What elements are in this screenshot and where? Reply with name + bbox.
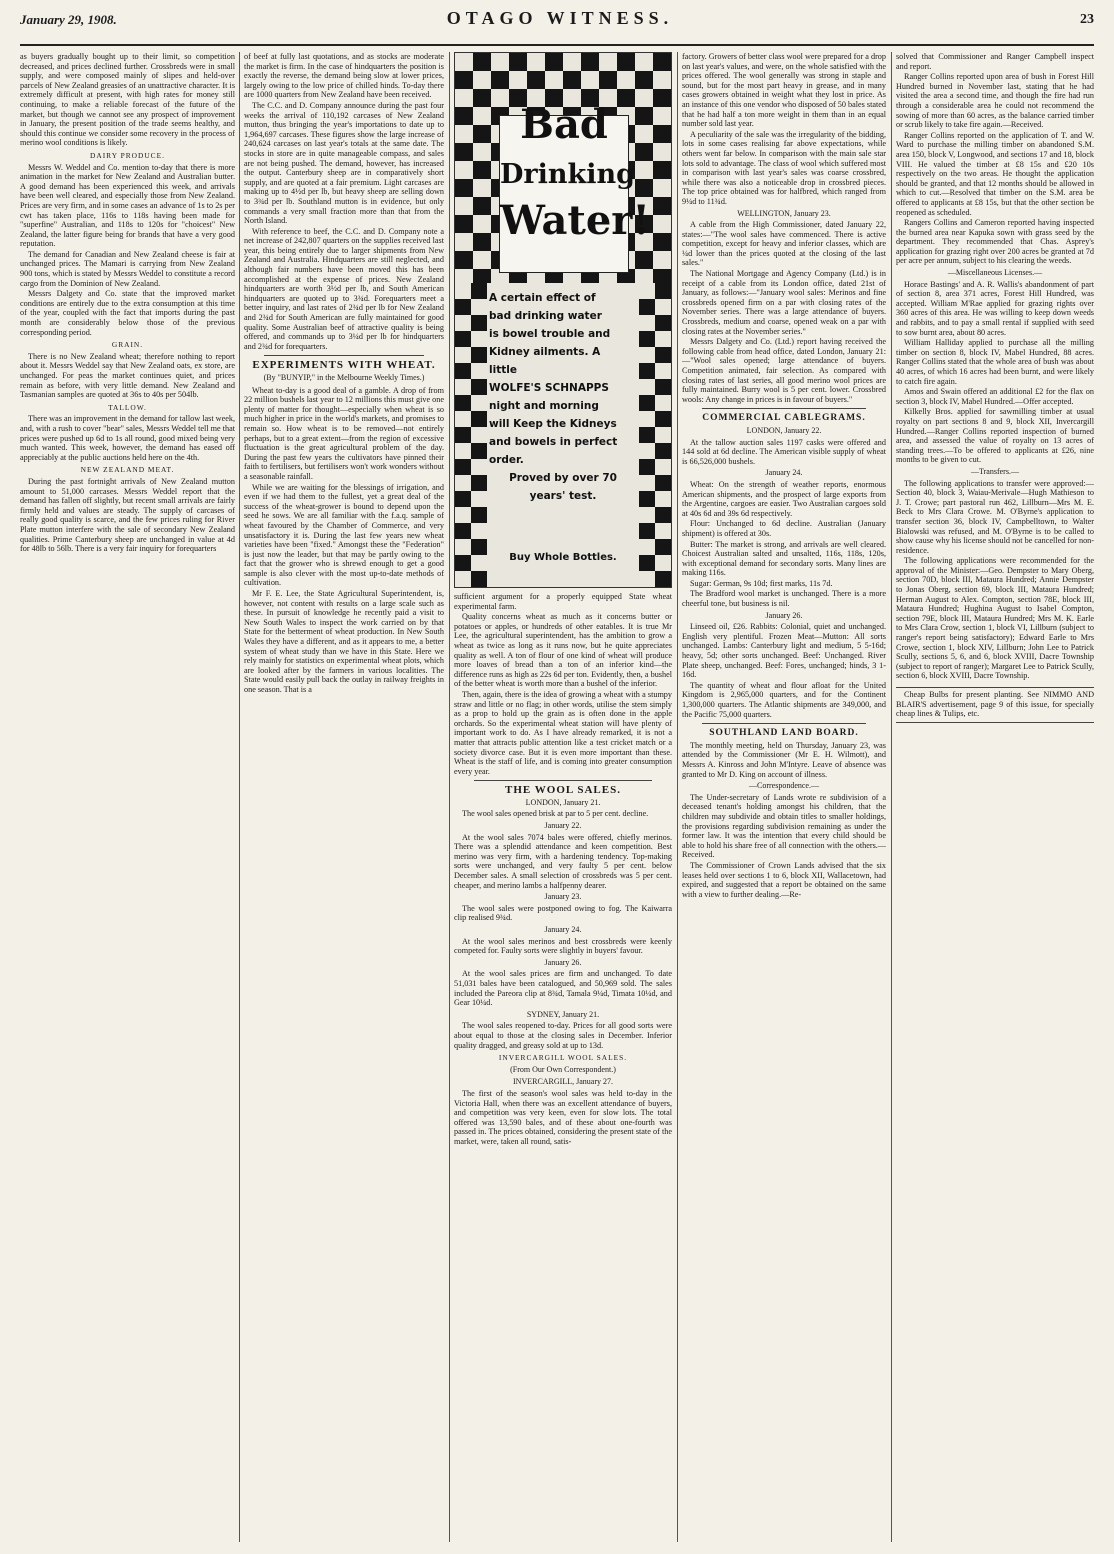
ad-title-line: Water! xyxy=(500,197,650,244)
paragraph: The first of the season's wool sales was held to-day in the Victoria Hall, when there was an excellent attendance of buyers, and competition was very keen, even for slow lots. The total offered was 13,590 bales, and of these about one-fourth was passed in. The prices obtained, considering the present state of the market, were, taken all round, satis- xyxy=(454,1088,672,1146)
paragraph: Kilkelly Bros. applied for sawmilling timber at usual royalty on part sections 8 and 9, block XII, Invercargill Hundred.—Ranger Collins reported inspection of burned area, and assessed the value of royalty on 13 acres of standing trees.—To be offered to applicants at £26, nine months to be given to cut. xyxy=(896,407,1094,465)
paragraph: A peculiarity of the sale was the irregularity of the bidding, lots in some cases realising far above expectations, while others went far below. In comparison with the main sale star lots sold to advantage. The class of wool which suffered most in comparison with last year's sales was coarse crossbred, while there was also a noticeable drop in crossbred pieces. The top price obtained was for halfbred, which ranged from 9¼d to 11¾d. xyxy=(682,129,886,206)
paragraph: With reference to beef, the C.C. and D. Company note a net increase of 242,807 quarters on the supplies received last year, this being entirely due to larger shipments from New Zealand and Australia. Hindquarters are still neglected, and although fair numbers have been moved this has been accomplished at the expense of prices. New Zealand hindquarters are worth 3½d per lb, and South American hindquarters are quoted up to 3¾d. Forequarters meet a better inquiry, and last rates of 2¾d per lb for New Zealand and 2¾d for South American are fully maintained for good quality. Some Australian beef of attractive quality is being offered, and commands up to 3¼d per lb for hindquarters and 2¾d for forequarters. xyxy=(244,226,444,351)
section-heading: INVERCARGILL WOOL SALES. xyxy=(498,1053,628,1063)
ad-copy xyxy=(489,289,637,505)
paragraph: The monthly meeting, held on Thursday, January 23, was attended by the Commissioner (Mr E. H. Wilmott), and Messrs A. Kinross and John M'Intyre. Leave of absence was granted to Mr D. King on account of illness. xyxy=(682,740,886,779)
ad-line: Proved by over 70 xyxy=(509,472,617,484)
paragraph: Horace Bastings' and A. R. Wallis's abandonment of part of section 8, area 371 acres, Forest Hill Hundred, was accepted. William M'Rae applied for grazing rights over 360 acres of this area. He was willing to keep down weeds and rabbits, and to pay a small rental if supplied with seed to sow burnt area, about 80 acres. xyxy=(896,279,1094,337)
masthead xyxy=(20,4,1094,46)
divider xyxy=(702,408,866,409)
paragraph: The quantity of wheat and flour afloat for the United Kingdom is 2,965,000 quarters, and for the Continent 1,300,000 quarters. The Atlantic shipments are 349,000, and the Pacific 75,000 quarters. xyxy=(682,680,886,719)
paragraph: Wheat to-day is a good deal of a gamble. A drop of from 22 million bushels last year to 12 millions this must give one plenty of matter for thought—especially when wheat is so much higher in price in the world's markets, and promises to remain so. How wheat is to be removed—not entirely perhaps, but to a great extent—from the region of excessive fluctuation is the great agricultural problem of the day. During the past few years the cultivators have pinned their faith to fertilisers, but fertilisers won't work wonders without a seasonable rainfall. xyxy=(244,385,444,481)
schnapps-advertisement xyxy=(454,52,672,588)
paragraph: Mr F. E. Lee, the State Agricultural Superintendent, is, however, not content with results on a large scale such as these. In pursuit of knowledge he recently paid a visit to New South Wales to inspect the work carried on by that State for the betterment of wheat production. In New South Wales they have a different, and as it appears to me, a better system of wheat study than we have in this State. Here we rely mainly for statistics on experimental wheat plots, which are looked after by the farmers in various localities. The State would easily pull back the outlay in railway freights in one season. That is a xyxy=(244,589,444,694)
page-number: 23 xyxy=(1080,12,1094,27)
column-rule xyxy=(891,52,892,1542)
section-subheading: —Transfers.— xyxy=(971,466,1019,476)
paragraph: At the tallow auction sales 1197 casks were offered and 144 sold at 6d decline. The American visible supply of wheat is 66,526,000 bushels. xyxy=(682,437,886,466)
ad-footer: Buy Whole Bottles. xyxy=(509,552,617,563)
checkerboard-border xyxy=(639,283,671,587)
paragraph: The wool sales opened brisk at par to 5 per cent. decline. xyxy=(462,809,649,819)
issue-date: January 29, 1908. xyxy=(20,12,117,27)
paragraph: The following applications were recommended for the approval of the Minister:—Geo. Dempster to Mary Oberg, section 70D, block III, Mataura Hundred; Annie Dempster to Jonas Oberg, section 69, block III, Mataura Hundred; Herman August to Alex. Compton, section 78E, block III, Mataura Hundred; Hughina August to Isabel Compton, section 79E, block III, Mataura Hundred; Mrs M. K. Earle to Mrs Clara Crow, section 1, block VI, Lillburn (subject to ranger's report being satisfactory); Edward Earle to Mrs Crowe, section 1, block XIV, Lillburn; John Lee to Patrick Scully, sections 5, 6, and 6, block XVIII, Dacre Township (subject to report of ranger); Margaret Lee to Patrick Scully, section 6, block XVIII, Dacre Township. xyxy=(896,556,1094,681)
ad-line: Kidney ailments. A xyxy=(489,346,601,358)
column-rule xyxy=(677,52,678,1542)
paragraph: While we are waiting for the blessings of irrigation, and even if we had them to the fullest, yet a great deal of the success of the wheat-grower is bound to depend upon the seed he sows. We are all familiar with the f.a.q. sample of wheat favoured by the Chamber of Commerce, and very unsatisfactory it is. During the last few years new wheat varieties have been "fixed." Amongst these the "Federation" is just now the leader, but that may be partly owing to the fact that the grower who is shrewd enough to get a good sample is also clever with the most up-to-date methods of cultivation. xyxy=(244,482,444,588)
article-headline: SOUTHLAND LAND BOARD. xyxy=(709,728,859,739)
checkerboard-border xyxy=(455,283,487,587)
section-heading: DAIRY PRODUCE. xyxy=(90,150,165,160)
section-heading: NEW ZEALAND MEAT. xyxy=(80,465,175,475)
paragraph: Rangers Collins and Cameron reported having inspected the burned area near Kapuka sown with grass seed by the department. They recommended that Chas. Asprey's application for grazing right over 200 acres be granted at 7d per acre per annum, subject to his clearing the weeds. xyxy=(896,218,1094,266)
article-headline: EXPERIMENTS WITH WHEAT. xyxy=(252,359,436,372)
ad-title-box xyxy=(499,101,650,273)
column-rule xyxy=(449,52,450,1542)
column-3 xyxy=(454,52,672,1546)
paragraph: The following applications to transfer were approved:—Section 40, block 3, Waiau-Merivale—Hugh Mathieson to J. T. Crowe; part pastoral run 462, Lillburn—Mrs M. E. Beck to Mrs Clara Crowe. M. O'Byrne's application to transfer section 36, block IV, Campbelltown, to Walter Bialowski was refused, and M. O'Byrne is to be called to show cause why his license should not be cancelled for non-residence. xyxy=(896,478,1094,555)
dateline: January 24. xyxy=(544,925,582,934)
ad-title-line: Bad xyxy=(520,101,608,148)
article-headline: THE WOOL SALES. xyxy=(505,784,621,797)
dateline: SYDNEY, January 21. xyxy=(526,1009,600,1019)
ad-line: years' test. xyxy=(529,490,597,502)
article-headline: COMMERCIAL CABLEGRAMS. xyxy=(702,413,866,424)
paragraph: The Bradford wool market is unchanged. There is a more cheerful tone, but business is nil. xyxy=(682,589,886,609)
ad-title-line: Drinking xyxy=(500,159,635,190)
dateline: January 26. xyxy=(544,957,582,967)
dateline: January 22. xyxy=(544,821,582,831)
bulbs-notice xyxy=(896,687,1094,723)
paragraph: The Commissioner of Crown Lands advised that the six leases held over sections 1 to 6, block XII, Wallacetown, had expired, and suggested that a report be obtained on the same with a view to further dealing.—Re- xyxy=(682,860,886,899)
paragraph: Amos and Swain offered an additional £2 for the flax on section 3, block IV, Mabel Hundred.—Offer accepted. xyxy=(896,387,1094,406)
column-4 xyxy=(682,52,886,1546)
paragraph: Messrs Dalgety and Co. (Ltd.) report having received the following cable from head office, dated London, January 21:—"Wool sales opened; large attendance of buyers. Competition animated, fair selection. As compared with closing rates of last series, all good merino wool prices are fully maintained. Burry wool is 5 per cent. lower. Crossbred wools: Any change in prices is in favour of buyers." xyxy=(682,337,886,404)
column-5 xyxy=(896,52,1094,1546)
paragraph: Ranger Collins reported on the application of T. and W. Ward to purchase the milling timber on abandoned S.M. area 150, block V, Longwood, and sections 17 and 18, block VIII. He valued the timber at £8 15s and £20 10s respectively on the two areas. He thought the application should be granted, and that 12 months should be allowed in which to cut.—Resolved that timber on the S.M. area be offered to applicants at £8 15s, but that the other section be reopened as scheduled. xyxy=(896,130,1094,217)
paragraph: Flour: Unchanged to 6d decline. Australian (January shipment) is offered at 30s. xyxy=(682,519,886,538)
paragraph: At the wool sales 7074 bales were offered, chiefly merinos. There was a splendid attendance and keen competition. Best merino was very firm, with a hardening tendency. Top-making sorts were unchanged, and very faulty 5 per cent. below December sales. A small selection of crossbreds was 5 per cent. cheaper, and merino lambs a halfpenny dearer. xyxy=(454,832,672,890)
ad-line: is bowel trouble and xyxy=(489,328,611,340)
divider xyxy=(702,723,866,724)
paragraph: Sugar: German, 9s 10d; first marks, 11s 7d. xyxy=(690,578,833,588)
dateline: LONDON, January 22. xyxy=(746,425,822,435)
ad-line: little xyxy=(489,364,517,376)
paragraph: During the past fortnight arrivals of New Zealand mutton amount to 51,000 carcases. Messrs Weddel report that the demand has fallen off slightly, but recent small arrivals are fairly firmly held and values are steady. The supply of carcases of really good quality is scarce, and the few prices ruling for River Plate mutton interfere with the sale of secondary New Zealand qualities. Prime Canterbury sheep are unchanged in value at 4d for 48lb to 56lb. There is a very fair inquiry for forequarters xyxy=(20,476,235,554)
dateline: January 23. xyxy=(544,892,582,902)
paragraph: The wool sales were postponed owing to fog. The Kaiwarra clip realised 9¾d. xyxy=(454,903,672,923)
paragraph: Cheap Bulbs for present planting. See NIMMO AND BLAIR'S advertisement, page 9 of this issue, for specially cheap lines & Tulips, etc. xyxy=(896,690,1094,719)
newspaper-title: OTAGO WITNESS. xyxy=(446,8,674,28)
section-heading: TALLOW. xyxy=(108,402,147,412)
column-1 xyxy=(20,52,235,1546)
paragraph: Quality concerns wheat as much as it concerns butter or potatoes or apples, or hundreds of other eatables. It is true Mr Lee, the agricultural superintendent, has the ambition to grow a wheat as twice as long as it runs now, but he quite appreciates quality as well. A ton of flour of one kind of wheat will produce more loaves of bread than a ton of an inferior kind—the difference runs as high as 22s 6d per ton. Evidently, then, a bushel of the better wheat is worth more than a bushel of the inferior. xyxy=(454,612,672,689)
paragraph: There is no New Zealand wheat; therefore nothing to report about it. Messrs Weddel say that New Zealand oats, ex store, are unchanged. For peas the market continues quiet, and prices remain as before, with very little demand. New Zealand and Tasmanian samples are quoted at 36s to 40s per 504lb. xyxy=(20,351,235,400)
section-subheading: —Miscellaneous Licenses.— xyxy=(947,268,1043,278)
paragraph: There was an improvement in the demand for tallow last week, and, with a rush to cover "bear" sales, Messrs Weddel tell me that prices were pushed up 6d to 1s all round, good mixed being very much wanted. This week, however, the demand has eased off appreciably at the public auctions held here on the 4th. xyxy=(20,414,235,462)
paragraph: as buyers gradually bought up to their limit, so competition decreased, and prices declined further. Crossbreds were in small supply, and were composed mainly of slipes and held-over parcels of New Zealand greasies of an unattractive character. It is extremely difficult at present, with high rates for money still continuing, to make a reliable forecast of the future of the market, but though we cannot see any prospect of improvement in January, the present position of the trade seems healthy, and should this continue we consider some recovery in the process of merino wool conditions is likely. xyxy=(20,52,235,148)
section-subheading: —Correspondence.— xyxy=(749,781,819,791)
paragraph: The demand for Canadian and New Zealand cheese is fair at unchanged prices. The Mamari is carrying from New Zealand 900 tons, which is stated by Messrs Weddel to constitute a record cargo from the Dominion of New Zealand. xyxy=(20,249,235,288)
paragraph: At the wool sales merinos and best crossbreds were keenly competed for. Faulty sorts were slightly in buyers' favour. xyxy=(454,936,672,956)
column-rule xyxy=(239,52,240,1542)
paragraph: Then, again, there is the idea of growing a wheat with a stumpy straw and little or no flag; in other words, utilise the stem simply as a prop to hold up the grain as is often done in the apple orchards. So the experimental wheat station will have plenty of important work to do. As I have already remarked, it is not a matter that attracts public attention like a test cricket match or a society divorce case. But it is even more important than these. Wheat is the staff of life, and is coming into greater consumption every year. xyxy=(454,689,672,776)
paragraph: A cable from the High Commissioner, dated January 22, states:—"The wool sales have commenced. There is active competition, except for heavy and inferior classes, which are ¼d lower than the prices quoted at the closing of the last sales." xyxy=(682,220,886,268)
paragraph: of beef at fully last quotations, and as stocks are moderate the market is firm. In the case of hindquarters the position is exactly the reverse, the demand being slow at lower prices, largely owing to the low price of chilled hinds. To-day there are 1000 quarters from New Zealand have been received. xyxy=(244,52,444,100)
paragraph: The Under-secretary of Lands wrote re subdivision of a deceased tenant's holding amongst his children, that the children may subdivide and obtain titles to smaller holdings, the provisions regarding subdivision remaining as under the former law. It was the intention that every child should be able to hold his share free of all connection with the others.—Received. xyxy=(682,792,886,860)
paragraph: factory. Growers of better class wool were prepared for a drop on last year's values, and were, on the whole satisfied with the prices offered. The wool generally was strong in staple and sound, but for the most part heavy in grease, and in many cases growers obtained in weight what they lost in price. As an instance of this one vendor who disposed of 50 bales stated that he had half a ton more weight in them than in an equal number sold last year. xyxy=(682,52,886,129)
paragraph: Wheat: On the strength of weather reports, enormous American shipments, and the prospect of large exports from the Argentine, cargoes are easier. Two Australian cargoes sold at 40s 6d and 39s 6d respectively. xyxy=(682,479,886,518)
dateline: INVERCARGILL, January 27. xyxy=(513,1077,613,1087)
paragraph: sufficient argument for a properly equipped State wheat experimental farm. xyxy=(454,592,672,611)
column-2 xyxy=(244,52,444,1546)
paragraph: The C.C. and D. Company announce during the past four weeks the arrival of 110,192 carcases of New Zealand mutton, thus bringing the year's importations to date up to 1,964,697 carcases. These figures show the large increase of 240,624 carcases on last year's totals at the same date. The stocks in store are in quite manageable compass, and sales are not being pushed. The demand, however, has increased the output. Canterbury sheep are in comparatively short supply, and are quoted at a fair premium. Light carcases are making up to 4½d per lb, but heavy sheep are selling down to 3¾d per lb. Southland mutton is in evidence, but only commands a very small fraction more than that from the North Island. xyxy=(244,100,444,226)
paragraph: The wool sales reopened to-day. Prices for all good sorts were about equal to those at the closing sales in December. Inferior quality dragged, and greasy sold at up to 13d. xyxy=(454,1021,672,1050)
paragraph: The National Mortgage and Agency Company (Ltd.) is in receipt of a cable from its London office, dated 21st of January, as follows:—"January wool sales: Merinos and fine crossbreds opened firm on a par with closing rates of the November series. There was a large attendance of buyers. Crossbreds, medium and coarse, opened weak on a par with closing rates at the November series." xyxy=(682,269,886,336)
divider xyxy=(474,780,652,781)
paragraph: solved that Commissioner and Ranger Campbell inspect and report. xyxy=(896,52,1094,71)
paragraph: Messrs Dalgety and Co. state that the improved market conditions are entirely due to the extra consumption at this time of the year, coupled with the fact that imports during the past month are considerably below those of the previous corresponding period. xyxy=(20,289,235,337)
article-byline: (By "BUNYIP," in the Melbourne Weekly Times.) xyxy=(263,373,425,382)
dateline: LONDON, January 21. xyxy=(525,797,601,807)
dateline: January 24. xyxy=(765,468,803,478)
ad-line: order. xyxy=(489,454,524,466)
paragraph: William Halliday applied to purchase all the milling timber on section 8, block IV, Mabel Hundred, 88 acres. Ranger Collins stated that the whole area of bush was about 40 acres, of which 16 acres had been burnt, and were likely to catch fire again. xyxy=(896,338,1094,386)
article-byline: (From Our Own Correspondent.) xyxy=(510,1064,616,1074)
paragraph: At the wool sales prices are firm and unchanged. To date 51,031 bales have been catalogued, and 50,969 sold. The sales included the Pareora clip at 8¾d, Tamala 9¼d, Timata 10¼d, and Gear 10¼d. xyxy=(454,969,672,1008)
paragraph: Messrs W. Weddel and Co. mention to-day that there is more animation in the market for New Zealand and Australian butter. A good demand has been experienced this week, and arrivals have been well cleared, and especially those from New Zealand. Prices are very firm, and in some cases an advance of 1s to 2s per cwt has taken place, 116s to 118s having been made for "superfine" Australian, and 118s to 120s for "choicest" New Zealand, the latter figure being for brands that have a very good reputation. xyxy=(20,162,235,249)
section-heading: GRAIN. xyxy=(111,340,144,350)
ad-line: will Keep the Kidneys xyxy=(489,418,617,430)
ad-line: night and morning xyxy=(489,400,599,412)
paragraph: Ranger Collins reported upon area of bush in Forest Hill Hundred burned in November last, stating that he had visited the area a second time, and though the fire had run through a considerable area he could not recommend the sowing of more than 60 acres, as the balance carried timber or scrub likely to take fire again.—Received. xyxy=(896,72,1094,130)
dateline: January 26. xyxy=(765,610,803,620)
paragraph: Linseed oil, £26. Rabbits: Colonial, quiet and unchanged. English very plentiful. Frozen Meat—Mutton: All sorts unchanged. Lambs: Canterbury light and medium, 5 5-16d; heavy, 5d; other sorts unchanged. Beef: Unchanged. River Plate sheep, unchanged. Beef: Fores, unchanged; hinds, 3 1-16d. xyxy=(682,622,886,680)
ad-line: A certain effect of xyxy=(489,292,596,304)
divider xyxy=(264,355,424,356)
dateline: WELLINGTON, January 23. xyxy=(737,208,831,218)
paragraph: Butter: The market is strong, and arrivals are well cleared. Choicest Australian salted and unsalted, 116s, 118s, 120s, with exceptional demand for secondary sorts. Many lines are making 116s. xyxy=(682,539,886,578)
ad-brand: WOLFE'S SCHNAPPS xyxy=(489,382,609,394)
ad-line: and bowels in perfect xyxy=(489,436,618,448)
ad-line: bad drinking water xyxy=(489,310,602,322)
